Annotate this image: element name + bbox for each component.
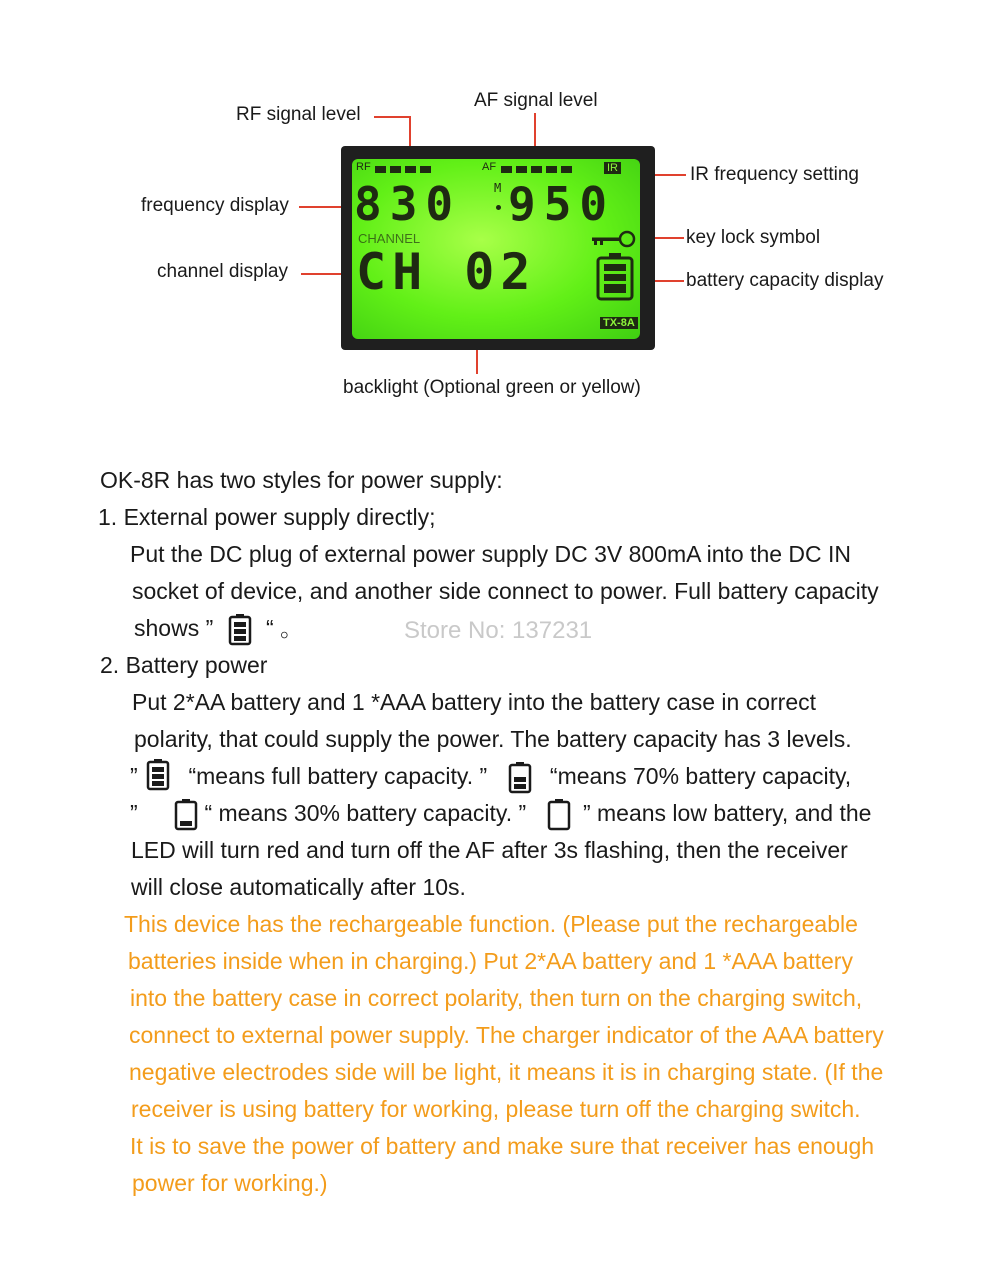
recharge-line: negative electrodes side will be light, it means it is in charging state. (If the — [129, 1059, 884, 1085]
store-watermark: Store No: 137231 — [404, 617, 593, 644]
item2-line2: polarity, that could supply the power. The battery capacity has 3 levels. — [134, 726, 852, 752]
channel-word: CHANNEL — [358, 231, 421, 246]
battery-capacity-label: battery capacity display — [686, 270, 884, 291]
rf-signal-label: RF signal level — [236, 104, 361, 125]
battery-full-icon — [146, 759, 170, 791]
recharge-line: power for working.) — [132, 1170, 328, 1196]
channel-display-label: channel display — [157, 261, 288, 282]
item2-title: 2. Battery power — [100, 652, 268, 678]
af-indicator: AF — [482, 161, 497, 173]
key-lock-icon — [590, 229, 636, 249]
af-bar — [501, 166, 512, 173]
recharge-line: batteries inside when in charging.) Put 2*AA battery and 1 *AAA battery — [128, 948, 853, 974]
ir-frequency-label: IR frequency setting — [690, 164, 859, 185]
frequency-display-label: frequency display — [141, 195, 289, 216]
lcd-diagram — [0, 0, 1000, 420]
frequency-mhz-mark: M — [494, 181, 502, 195]
battery-70-icon — [508, 762, 532, 794]
af-bar — [561, 166, 572, 173]
battery-full-icon — [596, 253, 634, 301]
item2-line3-full-text: “means full battery capacity. ” — [188, 763, 488, 789]
item2-line3-open: ” — [130, 763, 138, 789]
rf-bar — [405, 166, 416, 173]
item1-line1: Put the DC plug of external power supply DC 3V 800mA into the DC IN — [130, 541, 852, 567]
ir-indicator: IR — [604, 162, 621, 174]
recharge-line: into the battery case in correct polarity, then turn on the charging switch, — [130, 985, 863, 1011]
recharge-line: receiver is using battery for working, please turn off the charging switch. — [131, 1096, 861, 1122]
af-bar — [531, 166, 542, 173]
item2-line5: LED will turn red and turn off the AF after 3s flashing, then the receiver — [131, 837, 848, 863]
recharge-line: This device has the rechargeable function. (Please put the rechargeable — [124, 911, 858, 937]
battery-low-icon — [547, 799, 571, 831]
item2-line6: will close automatically after 10s. — [131, 874, 466, 900]
item2-line3-70-text: “means 70% battery capacity, — [549, 763, 852, 789]
item2-line1: Put 2*AA battery and 1 *AAA battery into the battery case in correct — [132, 689, 817, 715]
model-tag: TX-8A — [600, 317, 638, 329]
rf-indicator: RF — [356, 161, 371, 173]
battery-full-icon — [228, 614, 252, 646]
backlight-label: backlight (Optional green or yellow) — [343, 377, 641, 398]
item1-line3-start: shows ” — [134, 615, 214, 641]
intro-text: OK-8R has two styles for power supply: — [100, 467, 503, 493]
item1-title: 1. External power supply directly; — [98, 504, 436, 530]
item2-line4 — [130, 795, 871, 832]
item2-line4-low-text: ” means low battery, and the — [582, 800, 872, 826]
frequency-digits-left: 830 — [354, 177, 462, 231]
af-bar — [516, 166, 527, 173]
frequency-decimal-point — [496, 205, 501, 210]
item1-line3 — [134, 610, 303, 647]
channel-value: CH 02 — [356, 243, 537, 301]
recharge-line: It is to save the power of battery and make sure that receiver has enough — [130, 1133, 875, 1159]
item2-line4-30-text: “ means 30% battery capacity. ” — [204, 800, 527, 826]
rf-bar — [375, 166, 386, 173]
frequency-digits-right: 950 — [508, 177, 616, 231]
item1-line3-end: “ 。 — [266, 615, 304, 641]
rf-leader-h — [374, 116, 410, 118]
battery-30-icon — [174, 799, 198, 831]
item1-line2: socket of device, and another side connect to power. Full battery capacity — [132, 578, 879, 604]
rf-bar — [420, 166, 431, 173]
rf-bar — [390, 166, 401, 173]
item2-line3 — [130, 758, 851, 795]
key-lock-label: key lock symbol — [686, 227, 821, 248]
item2-line4-open: ” — [130, 800, 138, 826]
lcd-frame — [341, 146, 655, 350]
lcd-screen — [352, 159, 640, 339]
af-signal-label: AF signal level — [474, 90, 598, 111]
af-bar — [546, 166, 557, 173]
recharge-line: connect to external power supply. The charger indicator of the AAA battery — [129, 1022, 884, 1048]
